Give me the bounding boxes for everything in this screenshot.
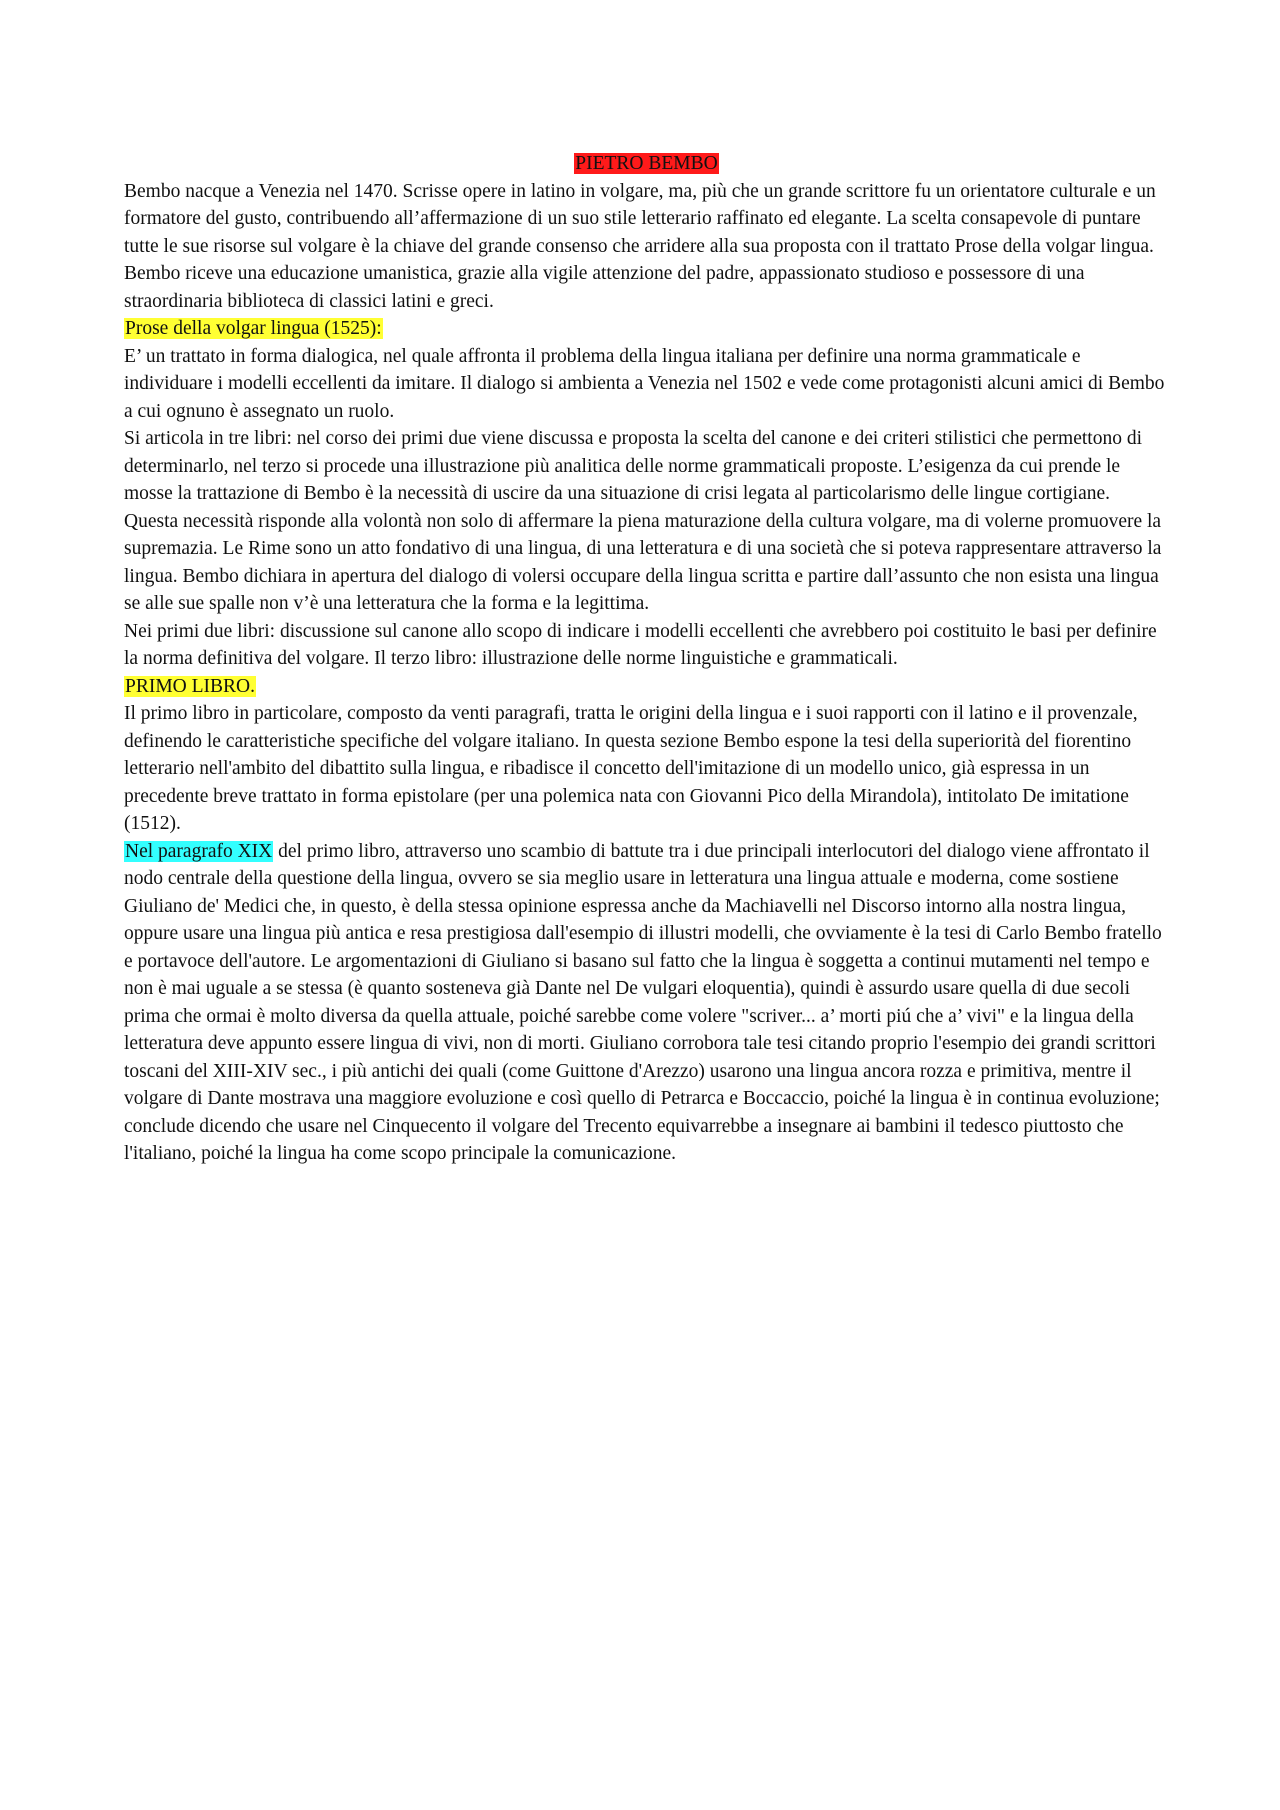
intro-paragraph-1: Bembo nacque a Venezia nel 1470. Scrisse opere in latino in volgare, ma, più che un grande scrittore fu un orientatore culturale e un formatore del gusto, contribuendo all’affermazione di un suo stile letterario raffinato ed elegante. La scelta consapevole di puntare tutte le sue risorse sul volgare è la chiave del grande consenso che arridere alla sua proposta con il trattato Prose della volgar lingua. — [124, 180, 1156, 257]
title-line — [124, 150, 1169, 178]
prose-paragraph-2: Si articola in tre libri: nel corso dei primi due viene discussa e proposta la scelta del canone e dei criteri stilistici che permettono di determinarlo, nel terzo si procede una illustrazione più analitica delle norme grammaticali proposte. L’esigenza da cui prende le mosse la trattazione di Bembo è la necessità di uscire da una situazione di crisi legata al particolarismo delle lingue cortigiane. Questa necessità risponde alla volontà non solo di affermare la piena maturazione della cultura volgare, ma di volerne promuovere la supremazia. Le Rime sono un atto fondativo di una lingua, di una letteratura e di una società che si poteva rappresentare attraverso la lingua. Bembo dichiara in apertura del dialogo di volersi occupare della lingua scritta e partire dall’assunto che non esista una lingua se alle sue spalle non v’è una letteratura che la forma e la legittima. — [124, 428, 1162, 614]
primo-paragraph: Il primo libro in particolare, composto da venti paragrafi, tratta le origini della lingua e i suoi rapporti con il latino e il provenzale, definendo le caratteristiche specifiche del volgare italiano. In questa sezione Bembo espone la tesi della superiorità del fiorentino letterario nell'ambito del dibattito sulla lingua, e ribadisce il concetto dell'imitazione di un modello unico, già espressa in un precedente breve trattato in forma epistolare (per una polemica nata con Giovanni Pico della Mirandola), intitolato De imitatione (1512). — [124, 703, 1138, 834]
xix-paragraph — [124, 838, 1169, 1168]
xix-text: del primo libro, attraverso uno scambio di battute tra i due principali interlocutori del dialogo viene affrontato il nodo centrale della questione della lingua, ovvero se sia meglio usare in letteratura una lingua attuale e moderna, come sostiene Giuliano de' Medici che, in questo, è della stessa opinione espressa anche da Machiavelli nel Discorso intorno alla nostra lingua, oppure usare una lingua più antica e resa prestigiosa dall'esempio di illustri modelli, che ovviamente è la tesi di Carlo Bembo fratello e portavoce dell'autore. Le argomentazioni di Giuliano si basano sul fatto che la lingua è soggetta a continui mutamenti nel tempo e non è mai uguale a se stessa (è quanto sosteneva già Dante nel De vulgari eloquentia), quindi è assurdo usare quella di due secoli prima che ormai è molto diversa da quella attuale, poiché sarebbe come volere "scriver... a’ morti piú che a’ vivi" e la lingua della letteratura deve appunto essere lingua di vivi, non di morti. Giuliano corrobora tale tesi citando proprio l'esempio dei grandi scrittori toscani del XIII-XIV sec., i più antichi dei quali (come Guittone d'Arezzo) usarono una lingua ancora rozza e primitiva, mentre il volgare di Dante mostrava una maggiore evoluzione e così quello di Petrarca e Boccaccio, poiché la lingua è in continua evoluzione; conclude dicendo che usare nel Cinquecento il volgare del Trecento equivarrebbe a insegnare ai bambini il tedesco piuttosto che l'italiano, poiché la lingua ha come scopo principale la comunicazione. — [124, 840, 1162, 1164]
prose-heading: Prose della volgar lingua (1525): — [125, 318, 382, 339]
prose-heading-line — [124, 315, 1169, 343]
prose-paragraph-3: Nei primi due libri: discussione sul canone allo scopo di indicare i modelli eccellenti che avrebbero poi costituito le basi per definire la norma definitiva del volgare. Il terzo libro: illustrazione delle norme linguistiche e grammaticali. — [124, 620, 1157, 669]
intro-paragraph-2: Bembo riceve una educazione umanistica, grazie alla vigile attenzione del padre, appassionato studioso e possessore di una straordinaria biblioteca di classici latini e greci. — [124, 263, 1085, 312]
xix-highlight: Nel paragrafo XIX — [125, 840, 273, 862]
document-page — [124, 150, 1169, 1168]
primo-heading-line — [124, 673, 1169, 701]
document-title: PIETRO BEMBO — [575, 153, 718, 174]
primo-heading: PRIMO LIBRO. — [125, 675, 256, 697]
prose-paragraph-1: E’ un trattato in forma dialogica, nel quale affronta il problema della lingua italiana per definire una norma grammaticale e individuare i modelli eccellenti da imitare. Il dialogo si ambienta a Venezia nel 1502 e vede come protagonisti alcuni amici di Bembo a cui ognuno è assegnato un ruolo. — [124, 345, 1165, 422]
